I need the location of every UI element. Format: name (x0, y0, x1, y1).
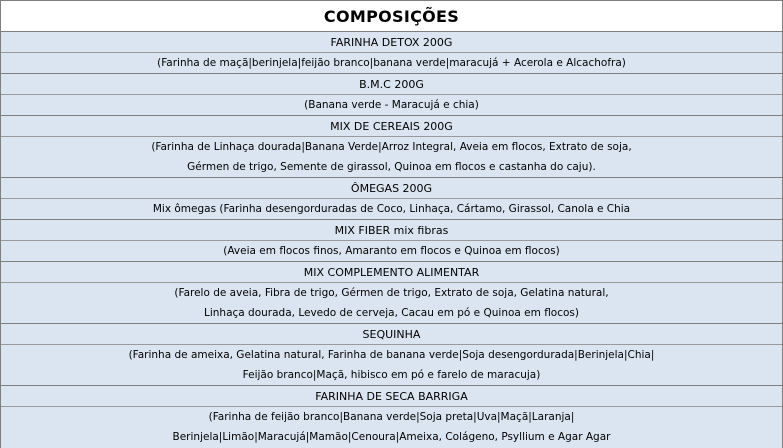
section-name: ÔMEGAS 200G (350, 181, 433, 195)
section-description: Linhaça dourada, Levedo de cerveja, Cacau em pó e Quinoa em flocos) (204, 307, 579, 319)
section-name: FARINHA DETOX 200G (330, 35, 453, 49)
section-name: MIX FIBER mix fibras (334, 223, 449, 237)
section-heading (1, 74, 782, 95)
table-title: COMPOSIÇÕES (323, 6, 460, 26)
section-description: (Farinha de Linhaça dourada|Banana Verde|Arroz Integral, Aveia em flocos, Extrato de soja, (151, 141, 632, 153)
section-bmc (1, 74, 782, 116)
section-description: (Aveia em flocos finos, Amaranto em flocos e Quinoa em flocos) (223, 245, 560, 257)
section-description: Berinjela|Limão|Maracujá|Mamão|Cenoura|Ameixa, Colágeno, Psyllium e Agar Agar (172, 431, 611, 443)
section-heading (1, 32, 782, 53)
section-sequinha (1, 324, 782, 386)
section-heading (1, 324, 782, 345)
section-description: Feijão branco|Maçã, hibisco em pó e farelo de maracuja) (242, 369, 541, 381)
section-heading (1, 178, 782, 199)
section-description: Gérmen de trigo, Semente de girassol, Quinoa em flocos e castanha do caju). (187, 161, 596, 173)
section-mix-complemento (1, 262, 782, 324)
section-description: (Farinha de ameixa, Gelatina natural, Farinha de banana verde|Soja desengordurada|Berinjela|Chia| (128, 349, 655, 361)
section-heading (1, 386, 782, 407)
section-omegas (1, 178, 782, 220)
section-name: FARINHA DE SECA BARRIGA (315, 389, 468, 403)
section-name: SEQUINHA (362, 327, 421, 341)
section-heading (1, 262, 782, 283)
section-mix-fiber (1, 220, 782, 262)
section-name: MIX COMPLEMENTO ALIMENTAR (303, 265, 480, 279)
section-description: Mix ômegas (Farinha desengorduradas de Coco, Linhaça, Cártamo, Girassol, Canola e Chia (152, 203, 631, 215)
section-heading (1, 116, 782, 137)
section-name: MIX DE CEREAIS 200G (330, 119, 453, 133)
section-name: B.M.C 200G (359, 77, 424, 91)
section-description: (Farinha de feijão branco|Banana verde|Soja preta|Uva|Maçã|Laranja| (208, 411, 575, 423)
title-row (1, 1, 782, 32)
section-seca-barriga (1, 386, 782, 448)
section-description: (Banana verde - Maracujá e chia) (304, 99, 479, 111)
section-description: (Farelo de aveia, Fibra de trigo, Gérmen de trigo, Extrato de soja, Gelatina natural, (174, 287, 609, 299)
section-mix-cereais (1, 116, 782, 178)
section-farinha-detox (1, 32, 782, 74)
section-description: (Farinha de maçã|berinjela|feijão branco|banana verde|maracujá + Acerola e Alcachofra) (157, 57, 626, 69)
section-heading (1, 220, 782, 241)
